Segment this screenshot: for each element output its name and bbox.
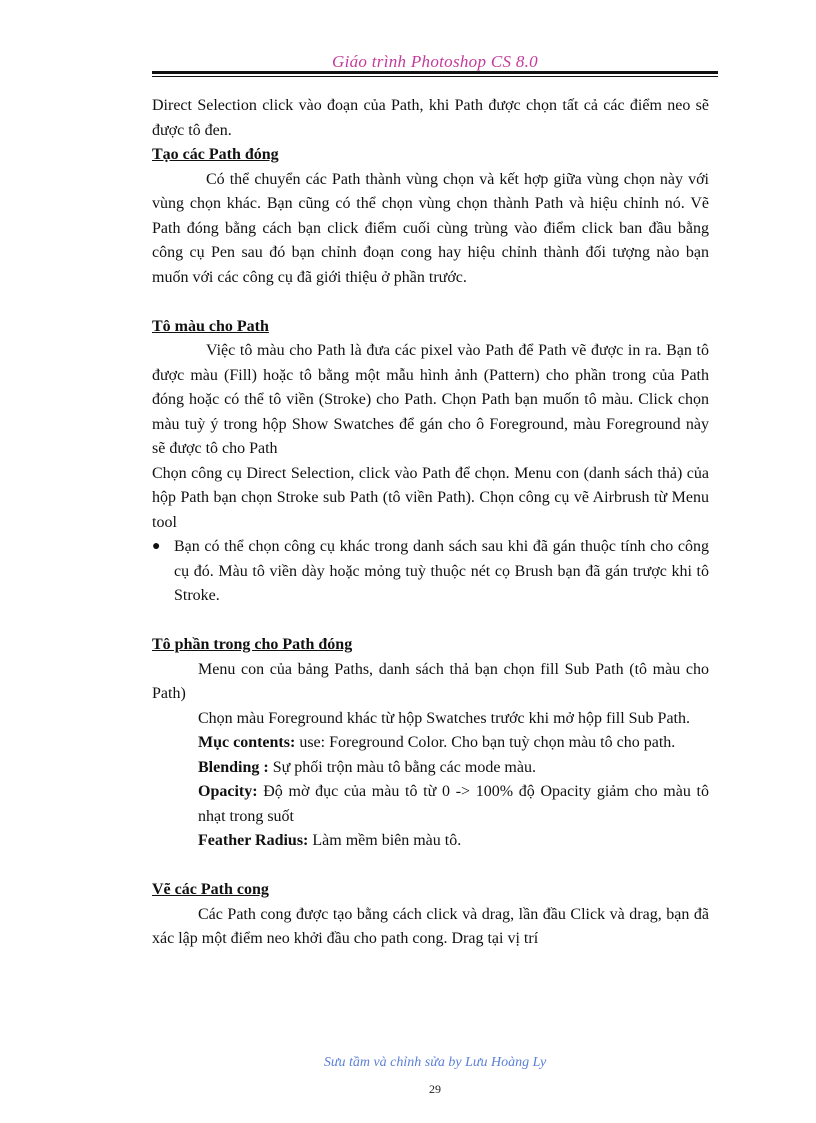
paragraph: Việc tô màu cho Path là đưa các pixel vào Path để Path vẽ được in ra. Bạn tô được màu (Fill) hoặc tô bằng một mẫu hình ảnh (Pattern) cho phần trong của Path đóng hoặc có thể tô viền (Stroke) cho Path. Chọn Path bạn muốn tô màu. Click chọn màu tuỳ ý trong hộp Show Swatches để gán cho ô Foreground, màu Foreground này sẽ được tô cho Path xyxy=(152,342,709,457)
page-number: 29 xyxy=(429,1082,441,1096)
definition-term: Blending : xyxy=(198,758,269,776)
document-body xyxy=(152,94,709,952)
definition-term: Mục contents: xyxy=(198,734,296,751)
definition-text: Độ mờ đục của màu tô từ 0 -> 100% độ Opacity giảm cho màu tô nhạt trong suốt xyxy=(198,783,709,825)
paragraph: Các Path cong được tạo bằng cách click và drag, lần đầu Click và drag, bạn đã xác lập một điểm neo khởi đầu cho path cong. Drag tại vị trí xyxy=(152,905,709,947)
header-rule-thick xyxy=(152,71,718,74)
definition-text: Làm mềm biên màu tô. xyxy=(308,832,462,849)
paragraph: Chọn công cụ Direct Selection, click vào Path để chọn. Menu con (danh sách thả) của hộp Path bạn chọn Stroke sub Path (tô viền Path). Chọn công cụ vẽ Airbrush từ Menu tool xyxy=(152,464,709,531)
bullet-item xyxy=(152,535,709,609)
paragraph: Menu con của bảng Paths, danh sách thả bạn chọn fill Sub Path (tô màu cho Path) xyxy=(152,660,709,702)
paragraph: Direct Selection click vào đoạn của Path, khi Path được chọn tất cả các điểm neo sẽ được tô đen. xyxy=(152,97,709,139)
definition-text: use: Foreground Color. Cho bạn tuỳ chọn màu tô cho path. xyxy=(295,734,676,751)
header-title: Giáo trình Photoshop CS 8.0 xyxy=(332,52,538,71)
section-heading: Vẽ các Path cong xyxy=(152,881,269,898)
definition-item xyxy=(152,829,709,854)
section-heading: Tô màu cho Path xyxy=(152,317,269,335)
header-rule-thin xyxy=(152,76,718,77)
bullet-icon: ● xyxy=(152,539,161,554)
definition-text: Sự phối trộn màu tô bằng các mode màu. xyxy=(268,758,536,776)
paragraph: Có thể chuyển các Path thành vùng chọn và kết hợp giữa vùng chọn này với vùng chọn khác. Bạn cũng có thể chọn vùng chọn thành Path và hiệu chỉnh nó. Vẽ Path đóng bằng cách bạn click điểm cuối cùng trùng vào điểm click ban đầu bằng công cụ Pen sau đó bạn chỉnh đoạn cong hay hiệu chỉnh thành đối tượng nào bạn muốn với các công cụ đã giới thiệu ở phần trước. xyxy=(152,170,709,286)
definition-term: Opacity: xyxy=(198,783,258,800)
section-heading: Tạo các Path đóng xyxy=(152,146,279,163)
bullet-text: Bạn có thể chọn công cụ khác trong danh sách sau khi đã gán thuộc tính cho công cụ đó. Màu tô viền dày hoặc mỏng tuỳ thuộc nét cọ Brush bạn đã gán trược khi tô Stroke. xyxy=(174,538,709,604)
definition-item xyxy=(152,731,709,756)
paragraph: Chọn màu Foreground khác từ hộp Swatches trước khi mở hộp fill Sub Path. xyxy=(198,709,690,727)
footer-credit: Sưu tầm và chỉnh sửa by Lưu Hoàng Ly xyxy=(323,1055,547,1070)
definition-term: Feather Radius: xyxy=(198,832,309,849)
section-heading: Tô phần trong cho Path đóng xyxy=(152,636,353,653)
definition-item xyxy=(152,756,709,781)
definition-item xyxy=(152,780,709,829)
